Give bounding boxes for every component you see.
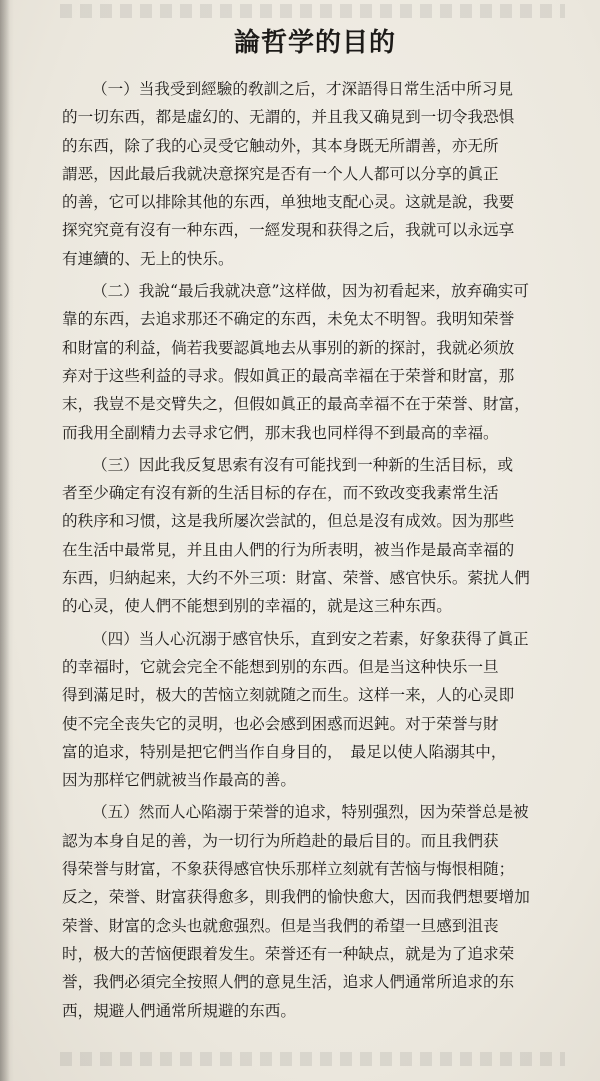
paragraph-line: 得到滿足时，极大的苦恼立刻就随之而生。这样一来，人的心灵即: [62, 686, 515, 705]
bleed-through-bottom: [60, 1052, 565, 1066]
bleed-through-top: [60, 4, 565, 18]
paragraph-line: 的幸福时，它就会完全不能想到别的东西。但是当这种快乐一旦: [62, 657, 499, 676]
paragraph-3: [62, 451, 562, 621]
paragraph-line: 和財富的利益，倘若我要認眞地去从事别的新的探討，我就必须放: [62, 338, 515, 357]
paragraph-line: 靠的东西，去追求那还不确定的东西，未免太不明智。我明知荣誉: [62, 310, 515, 329]
paragraph-line: 探究究竟有沒有一种东西，一經发現和获得之后，我就可以永远享: [62, 221, 515, 240]
paragraph-line: 富的追求，特别是把它們当作自身目的， 最足以使人陷溺其中，: [62, 742, 507, 761]
paragraph-line: 因为那样它們就被当作最高的善。: [62, 771, 296, 790]
paragraph-line: （三）因此我反复思索有沒有可能找到一种新的生活目标，或: [92, 455, 514, 474]
paragraph-line: 的秩序和习惯，这是我所屡次尝試的，但总是沒有成效。因为那些: [62, 512, 515, 531]
paragraph-4: [62, 625, 562, 795]
paragraph-line: 認为本身自足的善，为一切行为所趋赴的最后目的。而且我們获: [62, 831, 499, 850]
paragraph-line: 使不完全丧失它的灵明，也必会感到困惑而迟鈍。对于荣誉与財: [62, 714, 499, 733]
paragraph-line: 的东西，除了我的心灵受它触动外，其本身既无所謂善，亦无所: [62, 136, 499, 155]
page-title: 論哲学的目的: [233, 28, 396, 58]
paragraph-line: 的心灵，使人們不能想到别的幸福的，就是这三种东西。: [62, 597, 452, 616]
paragraph-line: （一）当我受到經驗的敎訓之后，才深語得日常生活中所习見: [92, 80, 514, 98]
paragraph-line: （二）我說“最后我就决意”这样做，因为初看起来，放弃确实可: [92, 282, 529, 301]
paragraph-line: 西，規避人們通常所規避的东西。: [62, 1001, 296, 1020]
paragraph-line: 得荣誉与財富，不象获得感官快乐那样立刻就有苦恼与悔恨相随；: [62, 860, 515, 879]
paragraph-1: [62, 75, 562, 273]
paragraph-line: 东西，归納起来，大约不外三项：財富、荣誉、感官快乐。萦扰人們: [62, 569, 530, 588]
paragraph-line: （五）然而人心陷溺于荣誉的追求，特别强烈，因为荣誉总是被: [92, 803, 529, 822]
paragraph-line: 末，我豈不是交臂失之，但假如眞正的最高幸福不在于荣誉、財富，: [62, 395, 530, 414]
paragraph-line: 时，极大的苦恼便跟着发生。荣誉还有一种缺点，就是为了追求荣: [62, 944, 515, 963]
paragraph-line: 誉，我們必須完全按照人們的意見生活，追求人們通常所追求的东: [62, 973, 515, 992]
paragraph-line: 謂恶，因此最后我就决意探究是否有一个人人都可以分享的眞正: [62, 164, 499, 183]
spine-shadow: [0, 0, 10, 1081]
paragraph-line: 而我用全副精力去寻求它們，那末我也同样得不到最高的幸福。: [62, 423, 499, 442]
paragraph-line: 反之，荣誉、財富获得愈多，則我們的愉快愈大，因而我們想要增加: [62, 888, 530, 907]
paragraph-line: 有連續的、无上的快乐。: [62, 249, 234, 268]
paragraph-line: （四）当人心沉溺于感官快乐，直到安之若素，好象获得了眞正: [92, 629, 529, 648]
paragraph-line: 荣誉、財富的念头也就愈强烈。但是当我們的希望一旦感到沮丧: [62, 916, 499, 935]
paragraph-5: [62, 798, 562, 1024]
paragraph-line: 在生活中最常見，并且由人們的行为所表明，被当作是最高幸福的: [62, 540, 515, 559]
paragraph-line: 者至少确定有沒有新的生活目标的存在，而不致改变我素常生活: [62, 484, 499, 503]
paragraph-line: 的一切东西，都是虛幻的、无謂的，并且我又确見到一切令我恐惧: [62, 108, 515, 127]
body-text: [62, 75, 562, 1029]
paragraph-2: [62, 277, 562, 447]
paragraph-line: 弃对于这些利益的寻求。假如眞正的最高幸福在于荣誉和財富，那: [62, 366, 515, 385]
paragraph-line: 的善，它可以排除其他的东西，单独地支配心灵。这就是說，我要: [62, 193, 515, 212]
